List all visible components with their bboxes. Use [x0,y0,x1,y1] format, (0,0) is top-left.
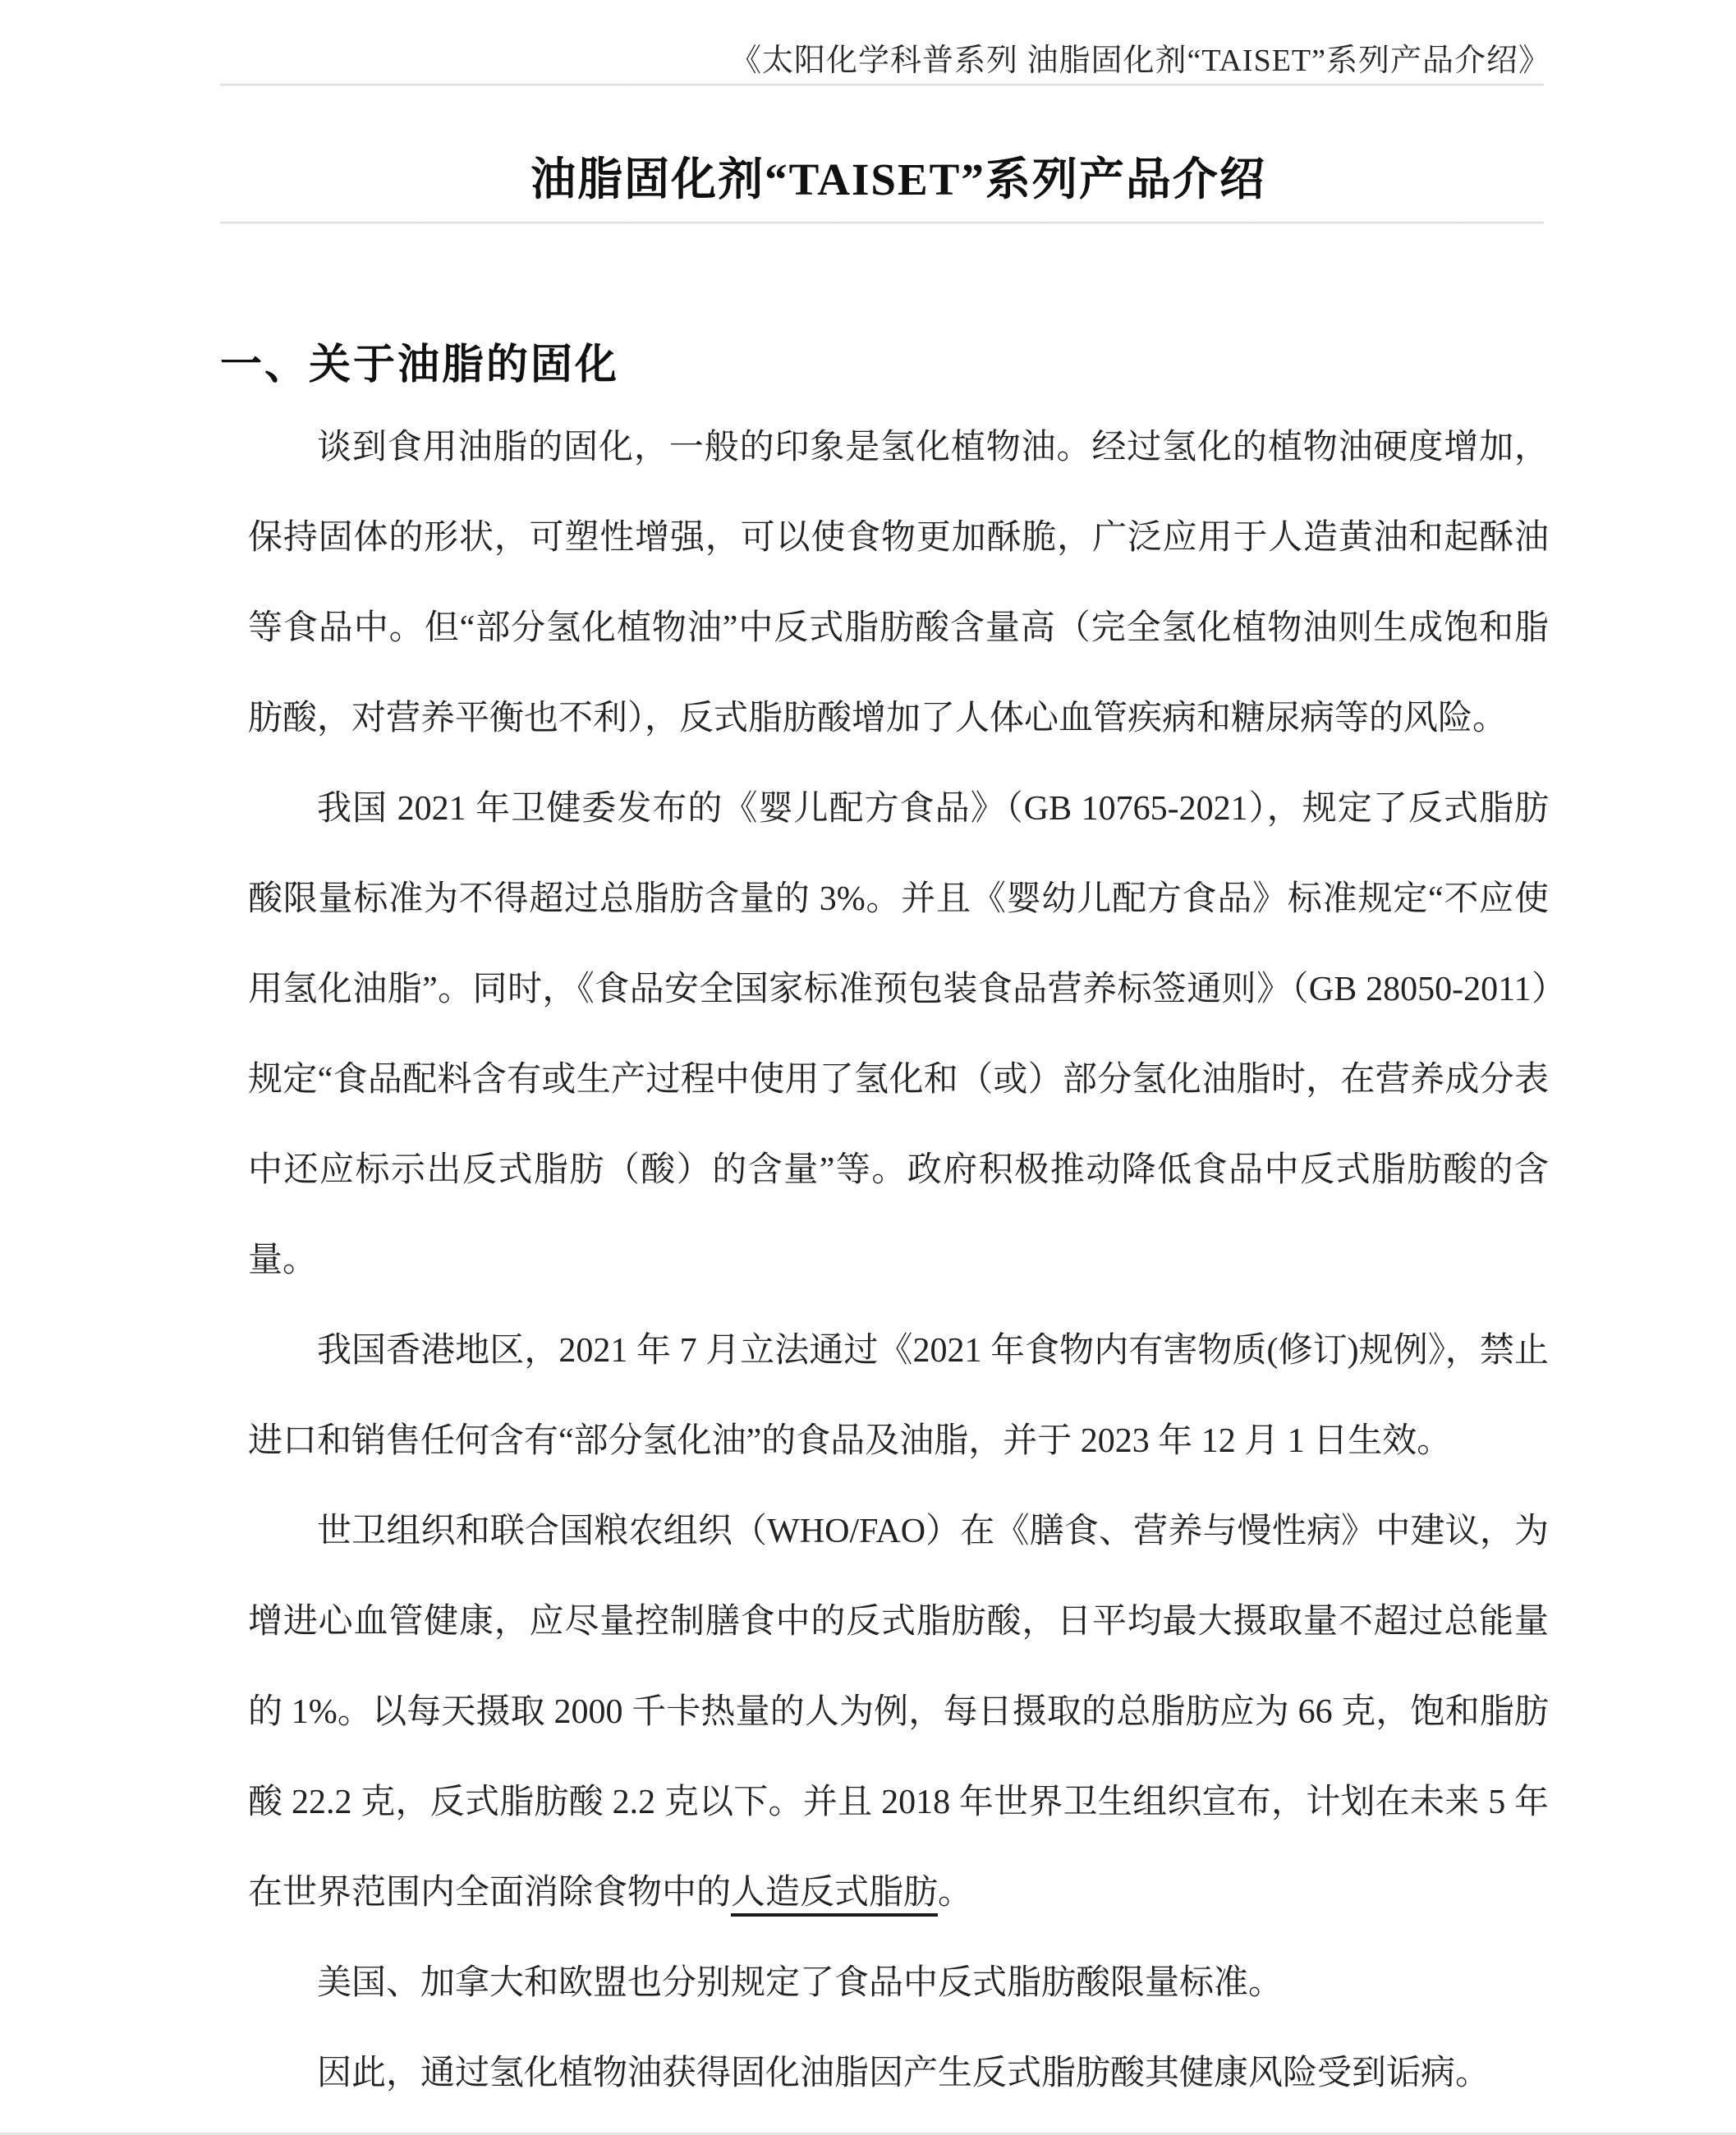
paragraph-hydrogenated-oil-intro: 谈到食用油脂的固化，一般的印象是氢化植物油。经过氢化的植物油硬度增加，保持固体的形状，可塑性增强，可以使食物更加酥脆，广泛应用于人造黄油和起酥油等食品中。但“部分氢化植物油”中反式脂肪酸含量高（完全氢化植物油则生成饱和脂肪酸，对营养平衡也不利），反式脂肪酸增加了人体心血管疾病和糖尿病等的风险。 [248,429,1549,737]
title-divider [220,222,1544,224]
document-body [248,402,1549,2119]
section-heading: 一、关于油脂的固化 [220,342,620,388]
paragraph-conclusion: 因此，通过氢化植物油获得固化油脂因产生反式脂肪酸其健康风险受到诟病。 [317,2055,1490,2092]
page-header [246,34,1550,80]
header-text: 《太阳化学科普系列 油脂固化剂“TAISET”系列产品介绍》 [729,44,1550,78]
paragraph-hongkong-regulation: 我国香港地区，2021 年 7 月立法通过《2021 年食物内有害物质(修订)规例》，禁止进口和销售任何含有“部分氢化油”的食品及油脂，并于 2023 年 12 月 1 日生效。 [248,1332,1549,1460]
underlined-phrase: 人造反式脂肪 [731,1874,938,1917]
paragraph-who-fao-period: 。 [938,1874,973,1912]
paragraph-china-regulations: 我国 2021 年卫健委发布的《婴儿配方食品》（GB 10765-2021），规定了反式脂肪酸限量标准为不得超过总脂肪含量的 3%。并且《婴幼儿配方食品》标准规定“不应使用氢化油脂”。同时，《食品安全国家标准预包装食品营养标签通则》（GB 28050-2011）规定“食品配料含有或生产过程中使用了氢化和（或）部分氢化油脂时，在营养成分表中还应标示出反式脂肪（酸）的含量”等。政府积极推动降低食品中反式脂肪酸的含量。 [248,790,1549,1279]
paragraph-who-fao-text: 世卫组织和联合国粮农组织（WHO/FAO）在《膳食、营养与慢性病》中建议，为增进心血管健康，应尽量控制膳食中的反式脂肪酸，日平均最大摄取量不超过总能量的 1%。以每天摄取 2000 千卡热量的人为例，每日摄取的总脂肪应为 66 克，饱和脂肪酸 22.2 克，反式脂肪酸 2.2 克以下。并且 2018 年世界卫生组织宣布，计划在未来 5 年在世界范围内全面消除食物中的 [248,1513,1549,1912]
paragraph-us-canada-eu: 美国、加拿大和欧盟也分别规定了食品中反式脂肪酸限量标准。 [317,1964,1284,2002]
document-title: 油脂固化剂“TAISET”系列产品介绍 [530,154,1266,204]
header-divider [220,84,1544,86]
paragraph-who-fao-recommendation [248,1486,1549,1938]
